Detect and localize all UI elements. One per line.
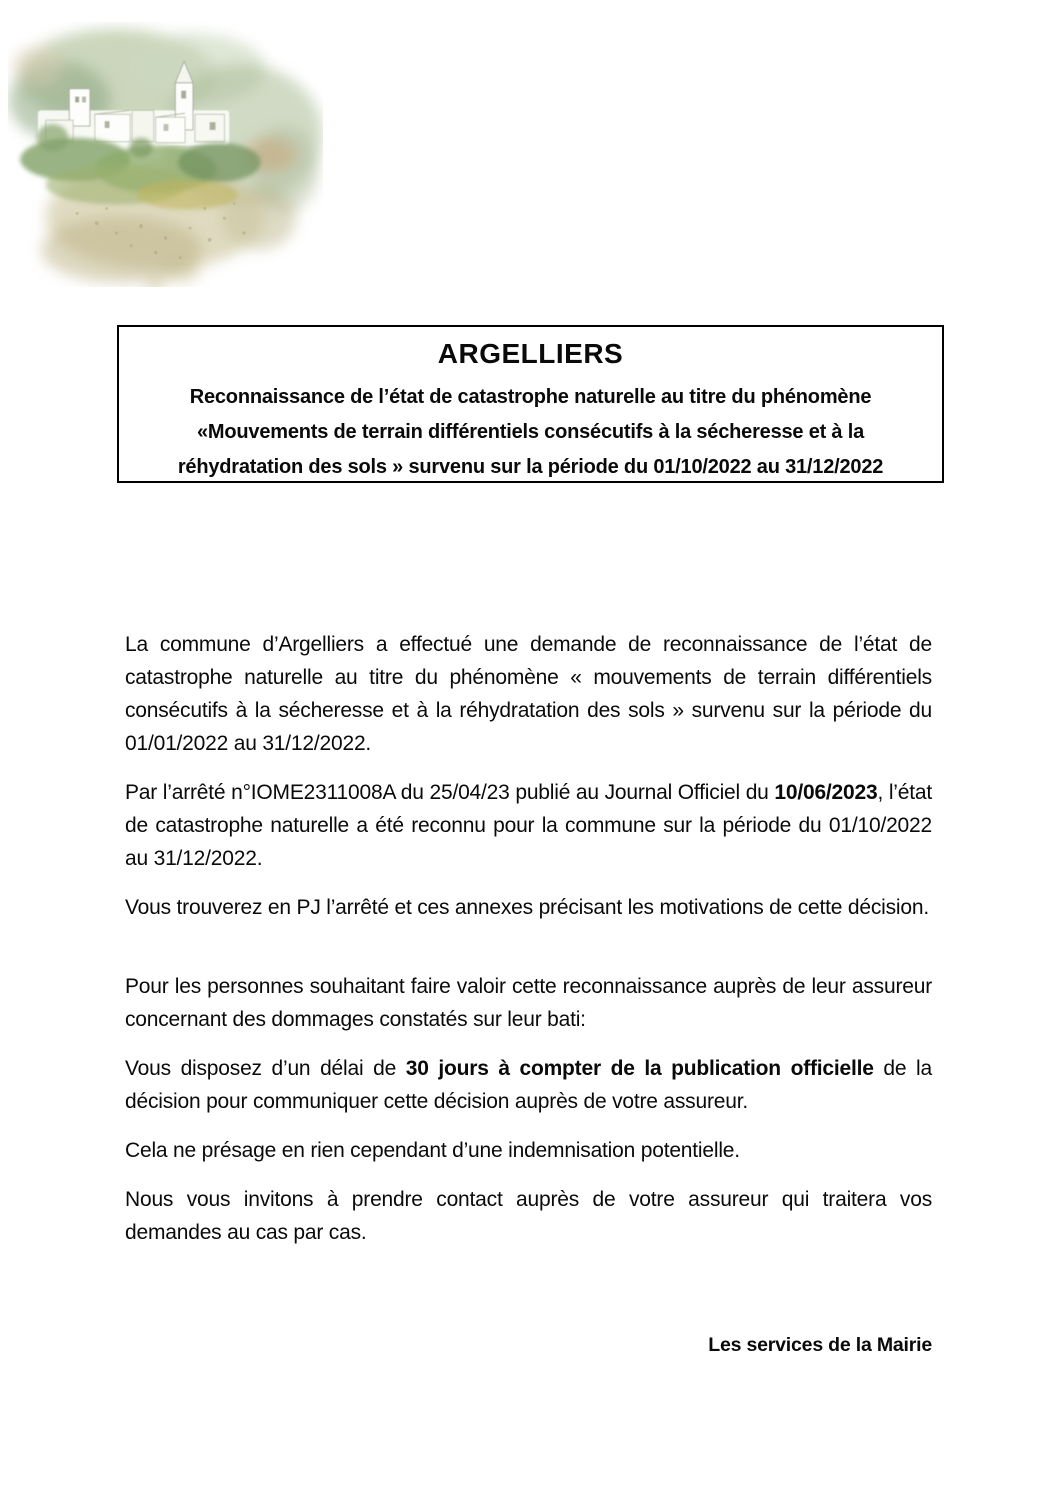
letter-body (125, 628, 932, 1265)
paragraph (125, 1052, 932, 1118)
subtitle-line-1: Reconnaissance de l’état de catastrophe naturelle au titre du phénomène (189, 386, 872, 408)
text-segment: , l’état de catastrophe naturelle a été reconnu pour la commune sur la période du 01/10/2022 au 31/12/2022. (125, 781, 932, 870)
text-segment: Vous trouverez en PJ l’arrêté et ces annexes précisant les motivations de cette décision. (125, 896, 929, 919)
text-segment: Pour les personnes souhaitant faire valoir cette reconnaissance auprès de leur assureur concernant des dommages constatés sur leur bati: (125, 975, 932, 1031)
paragraph (125, 776, 932, 875)
title-box (117, 325, 944, 483)
subtitle-line-2: «Mouvements de terrain différentiels consécutifs à la sécheresse et à la (197, 421, 864, 443)
text-segment: Vous disposez d’un délai de (125, 1057, 406, 1080)
paragraph (125, 1134, 932, 1167)
village-watercolor-illustration (8, 22, 323, 287)
text-segment: Cela ne présage en rien cependant d’une indemnisation potentielle. (125, 1139, 740, 1162)
signature: Les services de la Mairie (708, 1334, 932, 1356)
paragraph (125, 628, 932, 760)
text-segment: Par l’arrêté n°IOME2311008A du 25/04/23 publié au Journal Officiel du (125, 781, 775, 804)
title-box-subtitle (119, 380, 942, 485)
paragraph (125, 1183, 932, 1249)
commune-title: ARGELLIERS (437, 338, 624, 369)
paragraph (125, 891, 932, 924)
paragraph (125, 970, 932, 1036)
text-segment: de la décision pour communiquer cette décision auprès de votre assureur. (125, 1057, 932, 1113)
text-segment: La commune d’Argelliers a effectué une demande de reconnaissance de l’état de catastrophe naturelle au titre du phénomène « mouvements de terrain différentiels consécutifs à la sécheresse et à la réhydratation des sols » survenu sur la période du 01/01/2022 au 31/12/2022. (125, 633, 932, 755)
bold-text-segment: 10/06/2023 (774, 781, 878, 804)
text-segment: Nous vous invitons à prendre contact auprès de votre assureur qui traitera vos demandes au cas par cas. (125, 1188, 932, 1244)
subtitle-line-3: réhydratation des sols » survenu sur la période du 01/10/2022 au 31/12/2022 (177, 456, 884, 478)
bold-text-segment: 30 jours à compter de la publication officielle (405, 1057, 874, 1080)
village-watercolor-icon (8, 22, 323, 287)
